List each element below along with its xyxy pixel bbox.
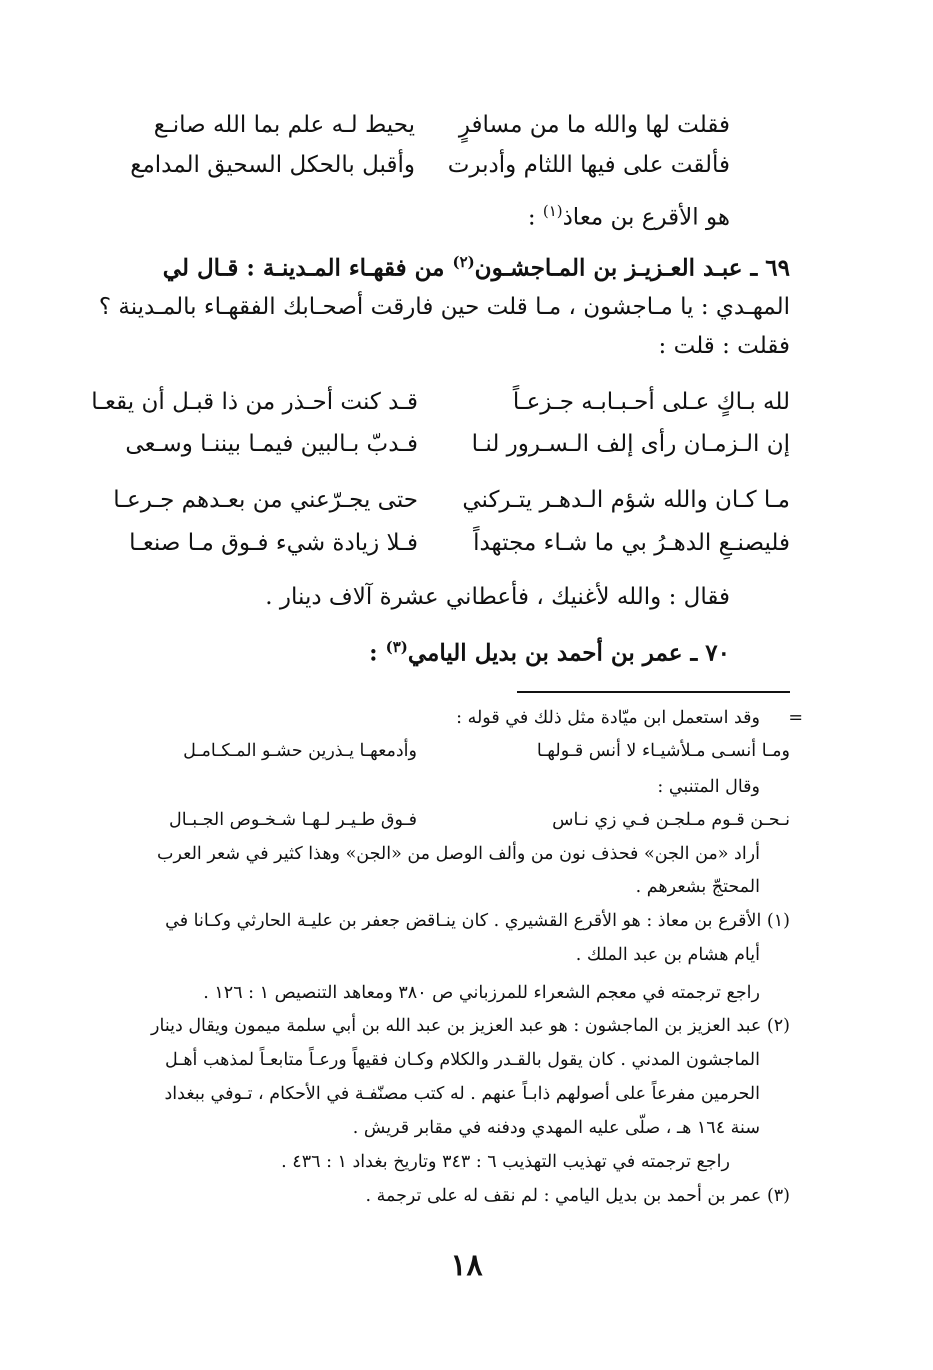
verse-5-left: حتى يجـرّعني من بعـدهم جـرعـا bbox=[113, 487, 418, 513]
entry-69-heading: ٦٩ ـ عبـد العـزيـز بن المـاجشـون$^{(٢)}$ من فقهـاء المـدينـة : قـال لي bbox=[162, 253, 790, 282]
verse-1-left: يحيط لـه علم بما الله صانـع bbox=[153, 112, 415, 138]
entry-69-line-2: المهـدي : يا مـاجشون ، مـا قلت حين فارقت أصحـابك الفقهـاء بالمـدينة ؟ bbox=[98, 294, 790, 320]
footnote-line-4: المحتجّ بشعرهم . bbox=[635, 877, 760, 897]
verse-2-right: فألقت على فيها اللثام وأدبرت bbox=[447, 152, 730, 178]
verse-6-left: فـلا زيادة شيء فـوق مـا صنعـا bbox=[129, 530, 418, 556]
footnote-1-line-3: راجع ترجمته في معجم الشعراء للمرزباني ص ٣٨٠ ومعاهد التنصيص ١ : ١٢٦ . bbox=[203, 983, 760, 1003]
footnote-2-line-2: الماجشون المدني . كان يقول بالقـدر والكلام وكـان فقيهاً ورعـاً متابعـاً لمذهب أهـل bbox=[164, 1050, 760, 1070]
footnote-3-line-1: (٣) عمر بن أحمد بن بديل اليامي : لم نقف له على ترجمة . bbox=[365, 1186, 790, 1206]
footnote-separator bbox=[517, 691, 790, 693]
footnote-2-line-3: الحرمين مفرعاً على أصولهم ذابـاً عنهم . له كتب مصنّفـة في الأحكام ، تـوفي ببغداد bbox=[164, 1084, 760, 1104]
footnote-verse-1-right: ومـا أنسـى مـلأشيـاء لا أنس قـولهـا bbox=[536, 741, 790, 761]
paragraph-aqra: هو الأقرع بن معاذ$^{(١)}$ : bbox=[527, 202, 730, 231]
verse-4-left: فـدبّ بـالبين فيمـا بيننـا وسـعى bbox=[125, 431, 418, 457]
footnote-verse-2-left: فـوق طـيـر لـهـا شـخـوص الجـبـال bbox=[169, 810, 417, 830]
verse-2-left: وأقبل بالحكل السحيق المدامع bbox=[130, 152, 415, 178]
footnote-1-line-1: (١) الأقرع بن معاذ : هو الأقرع القشيري . كان ينـاقض جعفر بن عليـة الحارثي وكـانا في bbox=[165, 911, 790, 931]
footnote-2-line-4: سنة ١٦٤ هـ ، صلّى عليه المهدي ودفنه في مقابر قريش . bbox=[352, 1118, 760, 1138]
footnote-2-line-1: (٢) عبد العزيز بن الماجشون : هو عبد العزيز بن عبد الله بن أبي سلمة ميمون ويقال دينار bbox=[151, 1016, 790, 1036]
verse-3-left: قـد كنت أحـذر من ذا قبـل أن يقعـا bbox=[91, 389, 418, 415]
footnote-line-1: وقد استعمل ابن ميّادة مثل ذلك في قوله : bbox=[456, 708, 760, 728]
footnote-line-3: أراد «من الجن» فحذف نون من وألف الوصل من «الجن» وهذا كثير في شعر العرب bbox=[157, 844, 760, 864]
page-number: ١٨ bbox=[450, 1248, 483, 1283]
footnote-ref-1: (١) bbox=[542, 202, 563, 220]
verse-4-right: إن الـزمـان رأى إلف الـسـرور لنـا bbox=[471, 431, 790, 457]
footnote-verse-2-right: نـحـن قـوم مـلجـن فـي زي نـاس bbox=[552, 810, 790, 830]
footnote-ref-2: (٢) bbox=[452, 253, 475, 271]
entry-70-heading: ٧٠ ـ عمر بن أحمد بن بديل اليامي$^{(٣)}$ : bbox=[369, 638, 730, 667]
footnote-line-2: وقال المتنبي : bbox=[657, 777, 760, 797]
continuation-mark: = bbox=[788, 708, 803, 728]
verse-3-right: لله بـاكٍ عـلى أحـبـابـه جـزعـاً bbox=[512, 389, 790, 415]
footnote-1-line-2: أيام هشام بن عبد الملك . bbox=[575, 945, 760, 965]
footnote-2-line-5: راجع ترجمته في تهذيب التهذيب ٦ : ٣٤٣ وتاريخ بغداد ١ : ٤٣٦ . bbox=[281, 1152, 730, 1172]
footnote-verse-1-left: وأدمعهـا يـذرين حشـو المـكـامـل bbox=[183, 741, 417, 761]
footnote-ref-3: (٣) bbox=[385, 638, 408, 656]
verse-5-right: مـا كـان والله شؤم الـدهـر يتـركني bbox=[462, 487, 790, 513]
verse-6-right: فليصنـعِ الدهـرُ بي ما شـاء مجتهداً bbox=[473, 530, 790, 556]
paragraph-reward: فقال : والله لأغنيك ، فأعطاني عشرة آلاف دينار . bbox=[265, 584, 730, 610]
entry-69-line-3: فقلت : قلت : bbox=[658, 333, 790, 359]
verse-1-right: فقلت لها والله ما من مسافرٍ bbox=[458, 112, 730, 138]
